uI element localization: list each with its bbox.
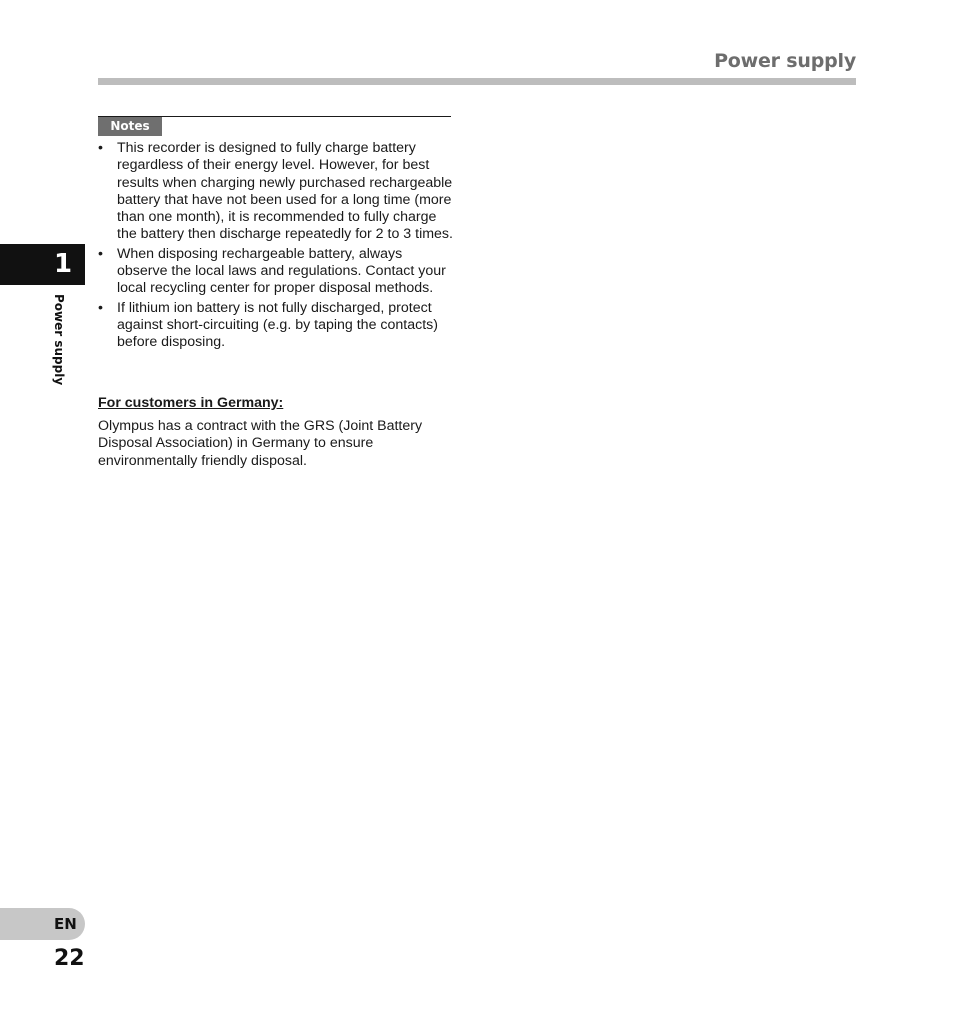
language-tab <box>0 908 85 940</box>
chapter-number: 1 <box>54 249 73 279</box>
language-code: EN <box>54 915 77 933</box>
page-number: 22 <box>54 946 85 971</box>
bullet: • <box>98 140 103 156</box>
germany-heading: For customers in Germany: <box>98 395 284 411</box>
notes-list <box>98 140 454 354</box>
list-item <box>98 246 454 298</box>
page-header-title: Power supply <box>714 50 856 72</box>
note-text: When disposing rechargeable battery, always observe the local laws and regulations. Contact your local recycling center for proper disposal methods. <box>117 245 446 297</box>
chapter-tab <box>0 244 85 285</box>
bullet: • <box>98 245 103 262</box>
note-text: This recorder is designed to fully charge battery regardless of their energy level. However, for best results when charging newly purchased rechargeable battery that have not been used for a long time (more than one month), it is recommended to fully charge the battery then discharge repeatedly for 2 to 3 times. <box>117 140 453 243</box>
notes-label: Notes <box>98 117 162 136</box>
header-rule <box>98 78 856 85</box>
list-item <box>98 300 454 352</box>
bullet: • <box>98 299 103 316</box>
germany-paragraph: Olympus has a contract with the GRS (Joint Battery Disposal Association) in Germany to ensure environmentally friendly disposal. <box>98 418 423 469</box>
chapter-side-label <box>52 294 70 390</box>
note-text: If lithium ion battery is not fully discharged, protect against short-circuiting (e.g. by taping the contacts) before disposing. <box>117 299 438 351</box>
list-item <box>98 140 454 244</box>
chapter-label-text: Power supply <box>52 294 66 386</box>
